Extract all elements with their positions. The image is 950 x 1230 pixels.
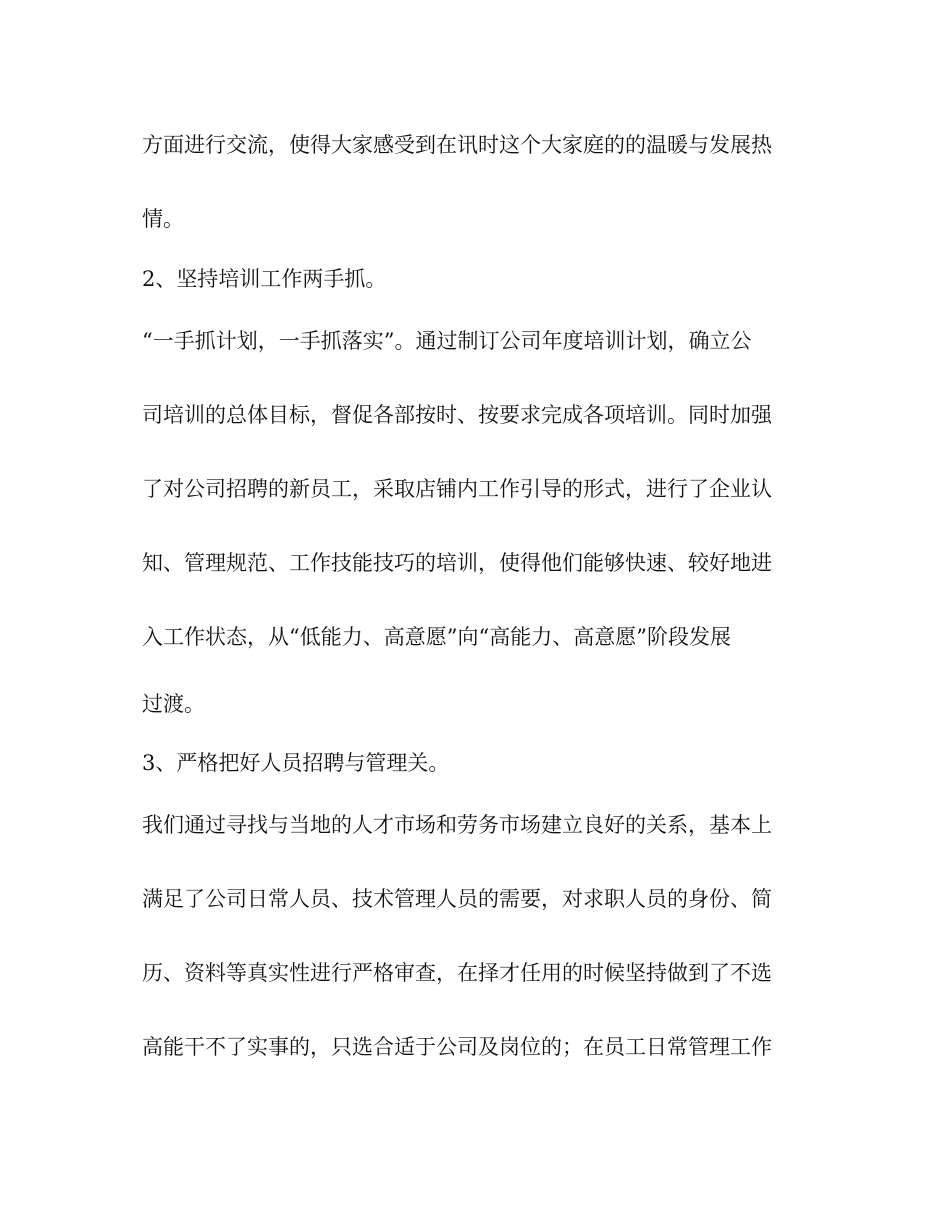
section-heading: 2、坚持培训工作两手抓。 — [142, 267, 387, 291]
paragraph-line: 历、资料等真实性进行严格审查，在择才任用的时候坚持做到了不选 — [142, 961, 772, 985]
paragraph-line: 情。 — [142, 207, 184, 231]
paragraph-line: 知、管理规范、工作技能技巧的培训，使得他们能够快速、较好地进 — [142, 551, 772, 575]
paragraph-line: 高能干不了实事的，只选合适于公司及岗位的；在员工日常管理工作 — [142, 1035, 772, 1059]
paragraph-line: 方面进行交流，使得大家感受到在讯时这个大家庭的的温暖与发展热 — [142, 133, 772, 157]
paragraph-line: 了对公司招聘的新员工，采取店铺内工作引导的形式，进行了企业认 — [142, 477, 772, 501]
paragraph-line: 我们通过寻找与当地的人才市场和劳务市场建立良好的关系，基本上 — [142, 813, 772, 837]
paragraph-line: 满足了公司日常人员、技术管理人员的需要，对求职人员的身份、简 — [142, 887, 772, 911]
section-heading: 3、严格把好人员招聘与管理关。 — [142, 751, 450, 775]
paragraph-line: 入工作状态，从“低能力、高意愿”向“高能力、高意愿”阶段发展 — [142, 625, 731, 649]
paragraph-line: 过渡。 — [142, 692, 205, 716]
paragraph-line: 司培训的总体目标，督促各部按时、按要求完成各项培训。同时加强 — [142, 403, 772, 427]
paragraph-line: “一手抓计划，一手抓落实”。通过制订公司年度培训计划，确立公 — [142, 329, 752, 353]
